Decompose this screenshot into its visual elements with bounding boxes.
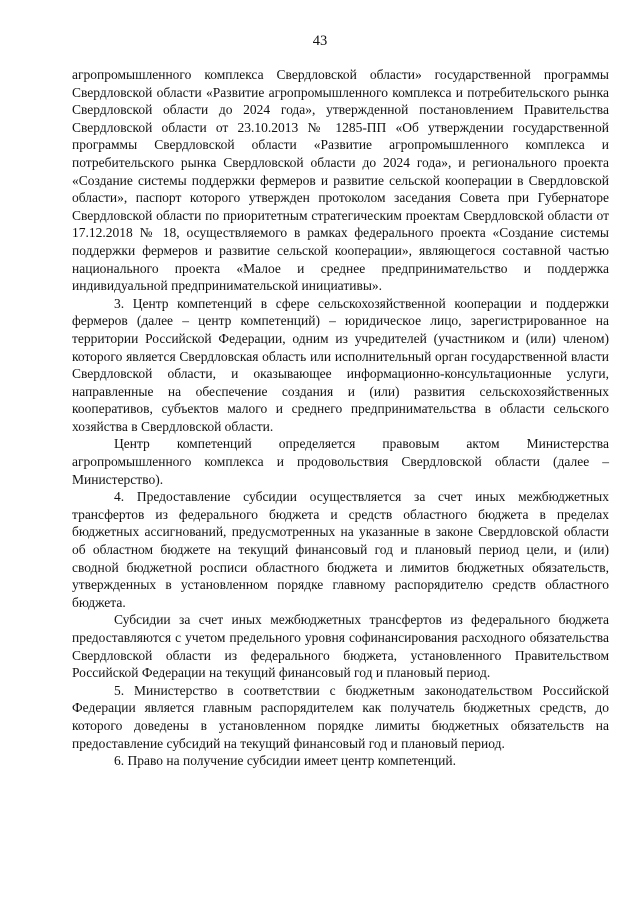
paragraph-continuation: агропромышленного комплекса Свердловской области» государственной программы Свердловской области «Развитие агропромышленного комплекса и потребительского рынка Свердловской области до 2024 года», утвержденной постановлением Правительства Свердловской области от 23.10.2013 № 1285-ПП «Об утверждении государственной программы Свердловской области «Развитие агропромышленного комплекса и потребительского рынка Свердловской области до 2024 года», и регионального проекта «Создание системы поддержки фермеров и развитие сельской кооперации в Свердловской области», паспорт которого утвержден протоколом заседания Совета при Губернаторе Свердловской области по приоритетным стратегическим проектам Свердловской области от 17.12.2018 № 18, осуществляемого в рамках федерального проекта «Создание системы поддержки фермеров и развитие сельской кооперации», являющегося составной частью национального проекта «Малое и среднее предпринимательство и поддержка индивидуальной предпринимательской инициативы». xyxy=(72,67,609,294)
paragraph-subsidies: Субсидии за счет иных межбюджетных трансфертов из федерального бюджета предоставляются с учетом предельного уровня софинансирования расходного обязательства Свердловской области из федерального бюджета, установленного Правительством Российской Федерации на текущий финансовый год и плановый период. xyxy=(72,612,609,681)
document-body xyxy=(72,66,609,770)
page-number: 43 xyxy=(312,33,328,49)
paragraph-item-6: 6. Право на получение субсидии имеет центр компетенций. xyxy=(114,753,456,769)
paragraph-item-3: 3. Центр компетенций в сфере сельскохозяйственной кооперации и поддержки фермеров (далее – центр компетенций) – юридическое лицо, зарегистрированное на территории Российской Федерации, одним из учредителей (участником и (или) членом) которого является Свердловская область или исполнительный орган государственной власти Свердловской области, и оказывающее информационно-консультационные услуги, направленные на обеспечение создания и (или) развития сельскохозяйственных кооперативов, субъектов малого и среднего предпринимательства в области сельского хозяйства в Свердловской области. xyxy=(72,295,609,434)
paragraph-item-4: 4. Предоставление субсидии осуществляется за счет иных межбюджетных трансфертов из федерального бюджета и средств областного бюджета в пределах бюджетных ассигнований, предусмотренных на указанные в законе Свердловской области об областном бюджете на текущий финансовый год и плановый период цели, и (или) сводной бюджетной росписи областного бюджета и лимитов бюджетных обязательств, утвержденных в установленном порядке главному распорядителю средств областного бюджета. xyxy=(72,489,609,610)
paragraph-competence-center: Центр компетенций определяется правовым актом Министерства агропромышленного комплекса и продовольствия Свердловской области (далее – Министерство). xyxy=(72,436,609,487)
paragraph-item-5: 5. Министерство в соответствии с бюджетным законодательством Российской Федерации является главным распорядителем как получатель бюджетных средств, до которого доведены в установленном порядке лимиты бюджетных обязательств на предоставление субсидий на текущий финансовый год и плановый период. xyxy=(72,682,609,751)
